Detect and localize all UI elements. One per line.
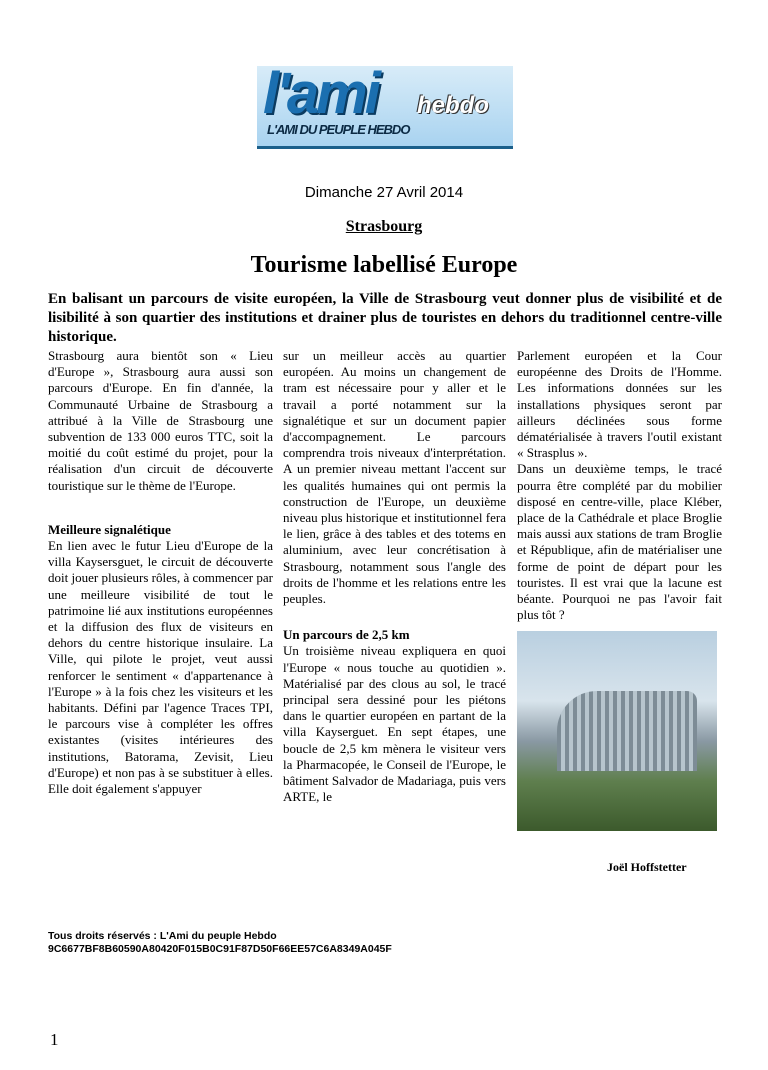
paragraph: Un troisième niveau expliquera en quoi l'Europe « nous touche au quotidien ». Matérialisé par des clous au sol, le tracé principal sera dessiné pour les piétons dans le quartier européen en partant de la villa Kayserguet. En sept étapes, une boucle de 2,5 km mènera le visiteur vers la Pharmacopée, le Conseil de l'Europe, le bâtiment Salvador de Madariaga, puis vers ARTE, le	[283, 643, 506, 805]
paragraph: Dans un deuxième temps, le tracé pourra être complété par du mobilier disposé en centre-ville, place Kléber, place de la Cathédrale et place Broglie mais aussi aux stations de tram Broglie et République, afin de matérialiser une forme de point de départ pour les touristes. Il est vrai que la lacune est béante. Pourquoi ne pas l'avoir fait plus tôt ?	[517, 461, 722, 623]
section-heading: Strasbourg	[345, 218, 423, 235]
article-title: Tourisme labellisé Europe	[250, 252, 518, 278]
subheading: Un parcours de 2,5 km	[283, 627, 410, 643]
paragraph: Parlement européen et la Cour européenne des Droits de l'Homme. Les informations données sur les installations physiques seront par ailleurs déclinées sous forme dématérialisée à travers l'outil existant « Strasplus ».	[517, 348, 722, 461]
article-body	[48, 348, 722, 1070]
column-1	[48, 348, 273, 797]
article-date: Dimanche 27 Avril 2014	[304, 184, 464, 201]
document-id: 9C6677BF8B60590A80420F015B0C91F87D50F66EE57C6A8349A045F	[48, 942, 392, 955]
column-3	[517, 348, 722, 876]
columns	[48, 348, 722, 876]
building-image	[557, 691, 697, 771]
author: Joël Hoffstetter	[607, 860, 687, 875]
logo-name: l'ami	[263, 66, 378, 126]
paragraph: Strasbourg aura bientôt son « Lieu d'Europe », Strasbourg aura aussi son parcours d'Europe. En fin d'année, la Communauté Urbaine de Strasbourg a attribué à la Ville de Strasbourg une subvention de 133 000 euros TTC, soit la moitié du coût estimé du projet, pour la réalisation d'un circuit de découverte touristique sur le thème de l'Europe.	[48, 348, 273, 493]
page-number: 1	[50, 1029, 59, 1049]
subheading: Meilleure signalétique	[48, 521, 171, 537]
paragraph: sur un meilleur accès au quartier européen. Au moins un changement de tram est nécessaire pour y aller et le travail a porté notamment sur la signalétique et sur un document papier d'accompagnement. Le parcours comprendra trois niveaux d'interprétation. A un premier niveau mettant l'accent sur les qualités humaines qui ont permis la construction de l'Europe, un deuxième niveau plus historique et institutionnel fera le lien, grâce à des tables et des totems en aluminium, avec leur concrétisation à Strasbourg, notamment sous l'angle des droits de l'homme et les relations entre les peuples.	[283, 348, 506, 607]
copyright: Tous droits réservés : L'Ami du peuple Hebdo	[48, 929, 277, 942]
paragraph: En lien avec le futur Lieu d'Europe de la villa Kaysersguet, le circuit de découverte doit jouer plusieurs rôles, à commencer par une meilleure visibilité de tout le patrimoine lié aux institutions européennes et la diffusion des flux de visiteurs en dehors du centre historique insulaire. La Ville, qui pilote le projet, veut aussi renforcer le sentiment « d'appartenance à l'Europe » à la fois chez les visiteurs et les habitants. Défini par l'agence Traces TPI, le parcours vise à compléter les offres existantes (visites intérieures des institutions, Batorama, Zevisit, Lieu d'Europe) et non pas à se substituer à elles. Elle doit également s'appuyer	[48, 538, 273, 797]
logo-hebdo: hebdo	[417, 92, 489, 119]
logo-subtitle: L'AMI DU PEUPLE HEBDO	[267, 122, 410, 137]
publication-logo	[257, 66, 513, 149]
footer	[48, 930, 722, 956]
article-photo	[517, 631, 717, 831]
article-lead: En balisant un parcours de visite européen, la Ville de Strasbourg veut donner plus de visibilité et de lisibilité à son quartier des institutions et drainer plus de touristes en dehors du traditionnel centre-ville historique.	[48, 291, 722, 345]
column-2	[283, 348, 506, 805]
